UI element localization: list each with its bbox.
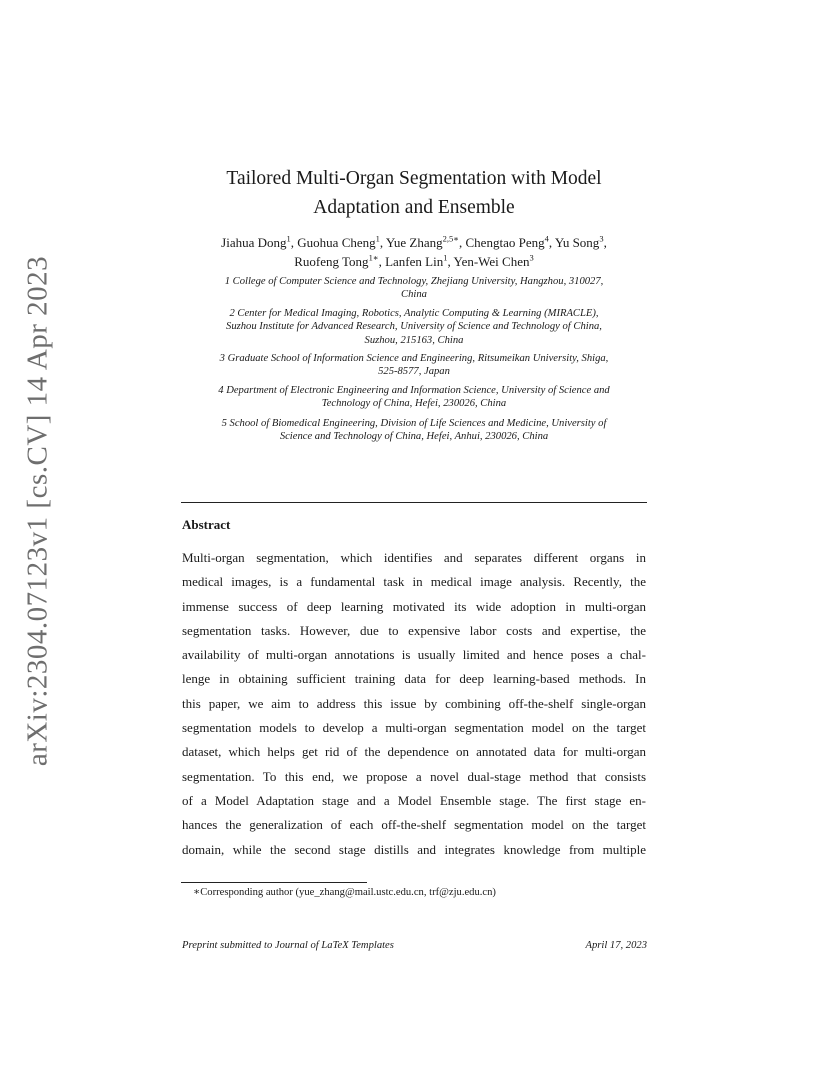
arxiv-identifier: arXiv:2304.07123v1 [cs.CV] 14 Apr 2023 (21, 255, 54, 767)
abstract-line: segmentation. To this end, we propose a novel dual-stage method that consists (182, 768, 646, 784)
arxiv-side-stamp (20, 255, 56, 767)
affiliation-line: 4 Department of Electronic Engineering and Information Science, University of Science and (218, 385, 610, 396)
abstract-line: this paper, we aim to address this issue by combining off-the-shelf single-organ (182, 695, 646, 711)
author-affil-mark: 1 (286, 233, 291, 244)
preprint-notice: Preprint submitted to Journal of LaTeX Templates (182, 940, 394, 951)
footnote-rule (181, 882, 367, 883)
preprint-date: April 17, 2023 (585, 940, 647, 951)
author: Jiahua Dong (221, 235, 287, 250)
affiliation-line: 3 Graduate School of Information Science and Engineering, Ritsumeikan University, Shiga, (219, 353, 609, 364)
abstract-line: immense success of deep learning motivated its wide adoption in multi-organ (182, 598, 646, 614)
title-line: Adaptation and Ensemble (313, 197, 515, 218)
affiliation-1 (178, 275, 650, 302)
affiliation-2 (178, 307, 650, 347)
author-affil-mark: 3 (599, 233, 604, 244)
abstract-heading: Abstract (182, 517, 231, 532)
affiliation-4 (178, 384, 650, 411)
author-list (178, 233, 650, 271)
abstract-line: segmentation models to develop a multi-organ segmentation model on the target (182, 720, 646, 736)
corresponding-author-footnote: ∗Corresponding author (yue_zhang@mail.ustc.edu.cn, trf@zju.edu.cn) (193, 887, 496, 898)
author: Yen-Wei Chen (453, 254, 530, 269)
author-line: Jiahua Dong$^1$, Guohua Cheng$^1$, Yue Zhang$^{2,5∗}$, Chengtao Peng$^4$, Yu Song$^3$, (221, 233, 607, 250)
affiliation-line: Suzhou Institute for Advanced Research, University of Science and Technology of China, (226, 321, 602, 333)
affiliation-line: Science and Technology of China, Hefei, Anhui, 230026, China (279, 431, 549, 443)
affiliation-line: 2 Center for Medical Imaging, Robotics, Analytic Computing & Learning (MIRACLE), (229, 308, 599, 319)
author-affil-mark: 4 (544, 233, 549, 244)
author: Chengtao Peng (465, 235, 545, 250)
abstract-top-rule (181, 502, 647, 503)
affiliation-line: Technology of China, Hefei, 230026, China (321, 398, 507, 410)
author: Yue Zhang (385, 235, 443, 250)
abstract-line: of a Model Adaptation stage and a Model Ensemble stage. The first stage en- (182, 792, 646, 808)
abstract-line: Multi-organ segmentation, which identifies and separates different organs in (182, 550, 646, 565)
abstract-line: segmentation tasks. However, due to expensive labor costs and expertise, the (182, 622, 646, 638)
affiliation-3 (178, 352, 650, 379)
abstract-line: dataset, which helps get rid of the dependence on annotated data for multi-organ (182, 744, 646, 760)
affiliation-line: Suzhou, 215163, China (364, 334, 464, 346)
author-line: Ruofeng Tong$^{1∗}$, Lanfen Lin$^1$, Yen-Wei Chen$^3$ (294, 252, 534, 269)
author: Guohua Cheng (297, 235, 376, 250)
abstract-line: hances the generalization of each off-the-shelf segmentation model on the target (182, 817, 646, 833)
author-affil-mark: 1∗ (368, 252, 379, 263)
author: Ruofeng Tong (294, 254, 369, 269)
affiliation-5 (178, 417, 650, 444)
paper-title (180, 164, 648, 222)
abstract-line: domain, while the second stage distills and integrates knowledge from multiple (182, 841, 646, 857)
author-affil-mark: 1 (375, 233, 380, 244)
author-affil-mark: 3 (529, 252, 534, 263)
title-line: Tailored Multi-Organ Segmentation with Model (226, 168, 602, 189)
abstract-line: lenge in obtaining sufficient training data for deep learning-based methods. In (182, 671, 646, 687)
abstract-body (182, 546, 646, 862)
affiliation-line: 5 School of Biomedical Engineering, Division of Life Sciences and Medicine, University of (221, 418, 607, 429)
author: Yu Song (554, 235, 600, 250)
author: Lanfen Lin (385, 254, 444, 269)
abstract-line: medical images, is a fundamental task in medical image analysis. Recently, the (182, 574, 646, 590)
abstract-line: availability of multi-organ annotations is usually limited and hence poses a chal- (182, 647, 646, 663)
author-affil-mark: 2,5∗ (442, 233, 460, 244)
affiliation-line: 1 College of Computer Science and Technology, Zhejiang University, Hangzhou, 310027, (224, 276, 604, 287)
affiliation-line: China (401, 289, 427, 301)
affiliation-line: 525-8577, Japan (378, 366, 450, 378)
author-affil-mark: 1 (443, 252, 448, 263)
